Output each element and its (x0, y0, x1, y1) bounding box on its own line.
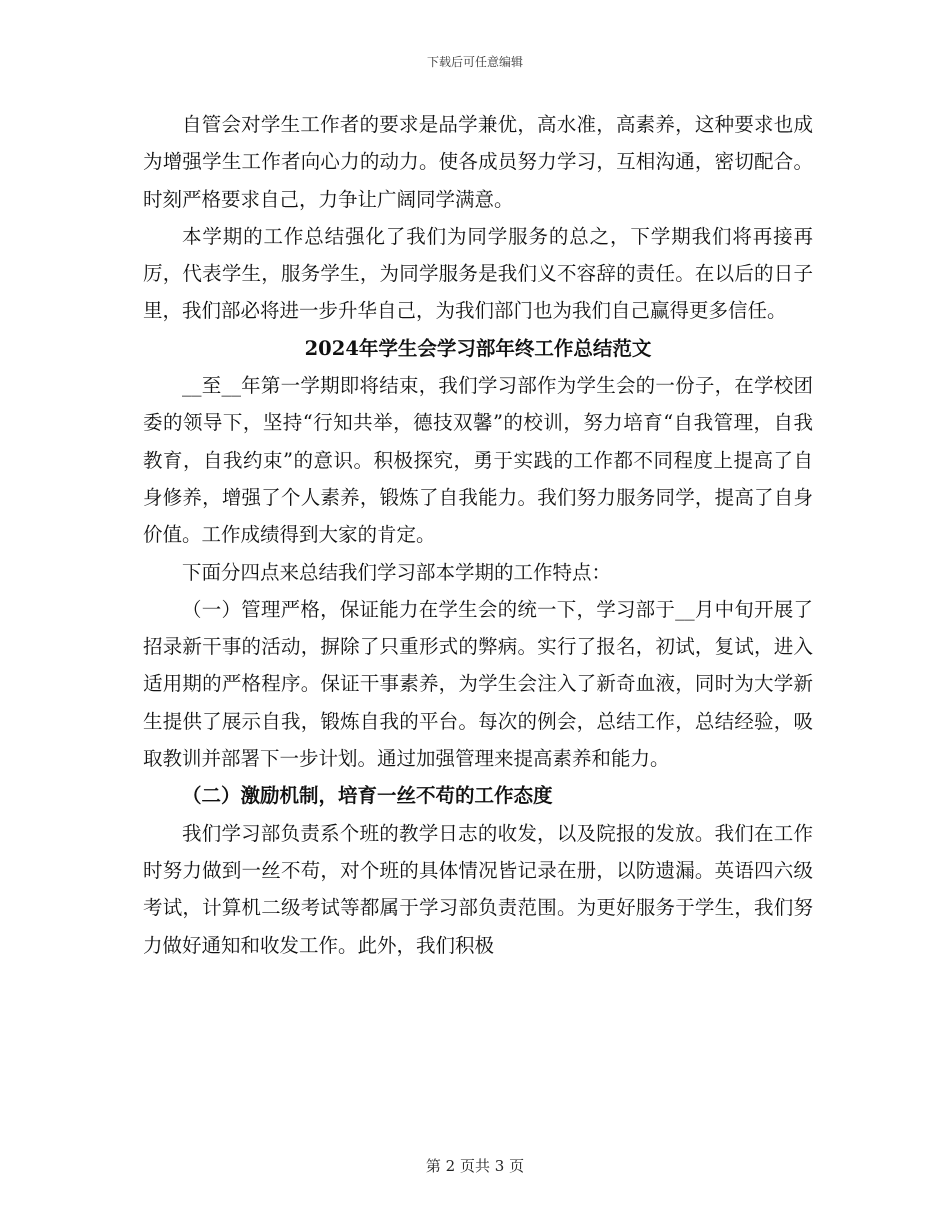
body-paragraph: 我们学习部负责系个班的教学日志的收发，以及院报的发放。我们在工作时努力做到一丝不苟，对个班的具体情况皆记录在册，以防遗漏。英语四六级考试，计算机二级考试等都属于学习部负责范围。为更好服务于学生，我们努力做好通知和收发工作。此外，我们积极 (143, 821, 813, 957)
body-paragraph: 本学期的工作总结强化了我们为同学服务的总之，下学期我们将再接再厉，代表学生，服务学生，为同学服务是我们义不容辞的责任。在以后的日子里，我们部必将进一步升华自己，为我们部门也为我们自己赢得更多信任。 (143, 224, 813, 323)
page-footer: 第 2 页共 3 页 (425, 1157, 525, 1175)
body-paragraph: __至__年第一学期即将结束，我们学习部作为学生会的一份子，在学校团委的领导下，坚持“行知共举，德技双馨”的校训，努力培育“自我管理，自我教育，自我约束”的意识。积极探究，勇于实践的工作都不同程度上提高了自身修养，增强了个人素养，锻炼了自我能力。我们努力服务同学，提高了自身价值。工作成绩得到大家的肯定。 (143, 374, 813, 547)
body-paragraph: 自管会对学生工作者的要求是品学兼优，高水准，高素养，这种要求也成为增强学生工作者向心力的动力。使各成员努力学习，互相沟通，密切配合。时刻严格要求自己，力争让广阔同学满意。 (143, 113, 813, 211)
subsection-heading: （二）激励机制，培育一丝不苟的工作态度 (182, 784, 553, 808)
body-paragraph: 下面分四点来总结我们学习部本学期的工作特点： (182, 560, 612, 584)
page-header: 下载后可任意编辑 (426, 55, 523, 69)
section-title: 2024年学生会学习部年终工作总结范文 (304, 336, 652, 360)
document-body (143, 106, 813, 964)
body-paragraph: （一）管理严格，保证能力在学生会的统一下，学习部于__月中旬开展了招录新干事的活动，摒除了只重形式的弊病。实行了报名，初试，复试，进入适用期的严格程序。保证干事素养，为学生会注入了新奇血液，同时为大学新生提供了展示自我，锻炼自我的平台。每次的例会，总结工作，总结经验，吸取教训并部署下一步计划。通过加强管理来提高素养和能力。 (143, 597, 813, 771)
